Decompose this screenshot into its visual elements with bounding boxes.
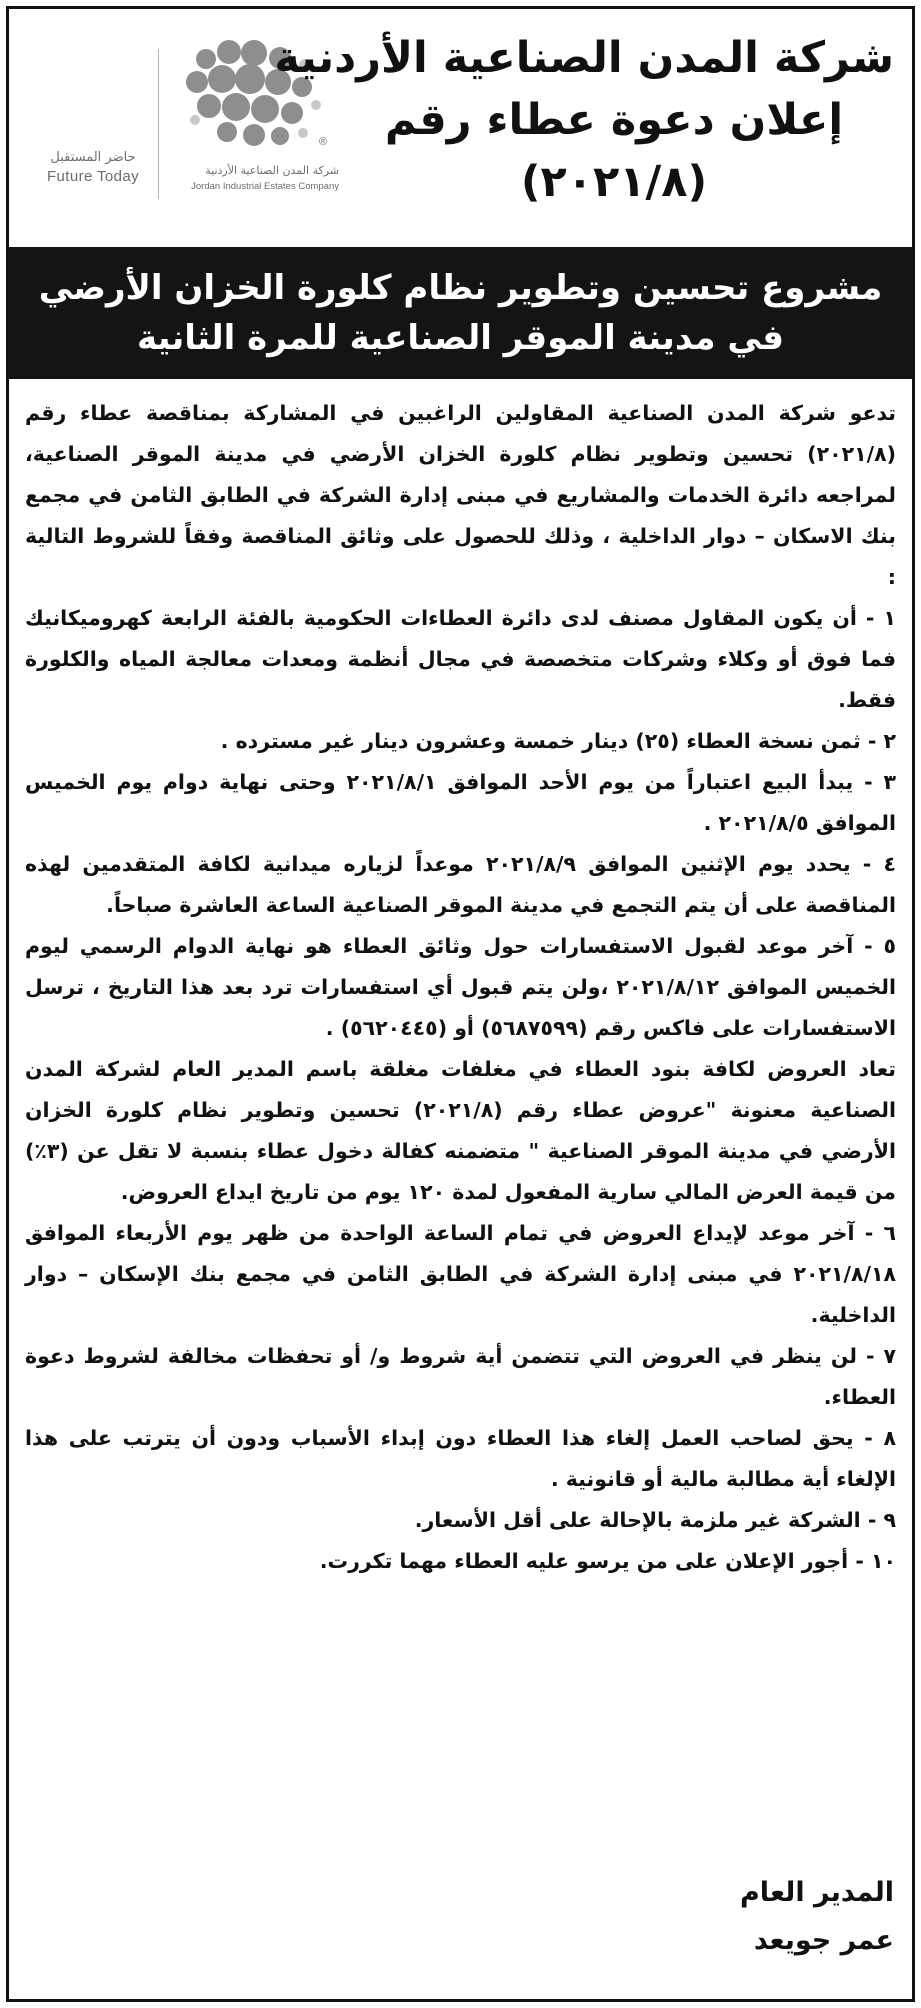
signature-block xyxy=(574,1869,894,1965)
project-title-line2: في مدينة الموقر الصناعية للمرة الثانية xyxy=(136,318,785,358)
tender-title: إعلان دعوة عطاء رقم xyxy=(384,95,844,145)
condition-item-5: ٥ - آخر موعد لقبول الاستفسارات حول وثائق العطاء هو نهاية الدوام الرسمي ليوم الخميس الموافق ٢٠٢١/٨/١٢ ،ولن يتم قبول أي استفسارات ترد بعد هذا التاريخ ، ترسل الاستفسارات على فاكس رقم (٥٦٨٧٥٩٩) أو (٥٦٢٠٤٤٥) . xyxy=(25,934,896,1040)
condition-item-10: ١٠ - أجور الإعلان على من يرسو عليه العطاء مهما تكررت. xyxy=(319,1549,896,1573)
condition-item-8: ٨ - يحق لصاحب العمل إلغاء هذا العطاء دون إبداء الأسباب ودون أن يترتب على هذا الإلغاء أية مطالبة مالية أو قانونية . xyxy=(25,1426,896,1491)
tender-number: (٢٠٢١/٨) xyxy=(520,157,708,207)
announcement-body xyxy=(9,379,912,1999)
signature-name: عمر جويعد xyxy=(753,1925,894,1956)
condition-item-6: ٦ - آخر موعد لإيداع العروض في تمام الساعة الواحدة من ظهر يوم الأربعاء الموافق ٢٠٢١/٨/١٨ في مبنى إدارة الشركة في الطابق الثامن في مجمع بنك الإسكان – دوار الداخلية. xyxy=(25,1221,896,1327)
condition-item-9: ٩ - الشركة غير ملزمة بالإحالة على أقل الأسعار. xyxy=(414,1508,896,1532)
submission-paragraph: تعاد العروض لكافة بنود العطاء في مغلفات مغلقة باسم المدير العام لشركة المدن الصناعية معنونة "عروض عطاء رقم (٢٠٢١/٨) تحسين وتطوير نظام كلورة الخزان الأرضي في مدينة الموقر الصناعية " متضمنه كفالة دخول عطاء بنسبة لا تقل عن (٣٪) من قيمة العرض المالي سارية المفعول لمدة ١٢٠ يوم من تاريخ ايداع العروض. xyxy=(25,1057,897,1204)
tagline-en: Future Today xyxy=(46,168,140,185)
intro-paragraph: تدعو شركة المدن الصناعية المقاولين الراغبين في المشاركة بمناقصة عطاء رقم (٢٠٢١/٨) تحسين وتطوير نظام كلورة الخزان الأرضي في مدينة الموقر الصناعية، لمراجعه دائرة الخدمات والمشاريع في مبنى إدارة الشركة في الطابق الثامن في مجمع بنك الاسكان – دوار الداخلية ، وذلك للحصول على وثائق المناقصة وفقاً للشروط التالية : xyxy=(25,401,896,589)
condition-item-3: ٣ - يبدأ البيع اعتباراً من يوم الأحد الموافق ٢٠٢١/٨/١ وحتى نهاية دوام يوم الخميس الموافق ٢٠٢١/٨/٥ . xyxy=(25,770,896,835)
condition-item-4: ٤ - يحدد يوم الإثنين الموافق ٢٠٢١/٨/٩ موعداً لزياره ميدانية لكافة المتقدمين لهذه المناقصة على أن يتم التجمع في مدينة الموقر الصناعية الساعة العاشرة صباحاً. xyxy=(25,852,896,917)
announcement-frame xyxy=(6,6,915,2002)
project-title-line1: مشروع تحسين وتطوير نظام كلورة الخزان الأرضي xyxy=(38,268,883,308)
tagline-ar: حاضر المستقبل xyxy=(50,150,136,165)
logo-divider xyxy=(158,49,159,199)
project-banner xyxy=(9,247,912,379)
logo-company-name-en: Jordan Industrial Estates Company xyxy=(191,181,339,192)
announcement-title xyxy=(274,27,894,213)
signature-title: المدير العام xyxy=(740,1877,894,1908)
registered-mark: ® xyxy=(319,136,328,148)
company-title: شركة المدن الصناعية الأردنية xyxy=(274,33,894,83)
condition-item-7: ٧ - لن ينظر في العروض التي تتضمن أية شروط و/ أو تحفظات مخالفة لشروط دعوة العطاء. xyxy=(25,1344,896,1409)
announcement-header xyxy=(9,9,912,247)
condition-item-2: ٢ - ثمن نسخة العطاء (٢٥) دينار خمسة وعشرون دينار غير مسترده . xyxy=(220,729,896,753)
tagline xyxy=(33,149,153,187)
logo-company-name-ar: شركة المدن الصناعية الأردنية xyxy=(205,164,339,177)
condition-item-1: ١ - أن يكون المقاول مصنف لدى دائرة العطاءات الحكومية بالفئة الرابعة كهروميكانيك فما فوق أو وكلاء وشركات متخصصة في مجال أنظمة ومعدات معالجة المياه والكلورة فقط. xyxy=(25,606,896,712)
